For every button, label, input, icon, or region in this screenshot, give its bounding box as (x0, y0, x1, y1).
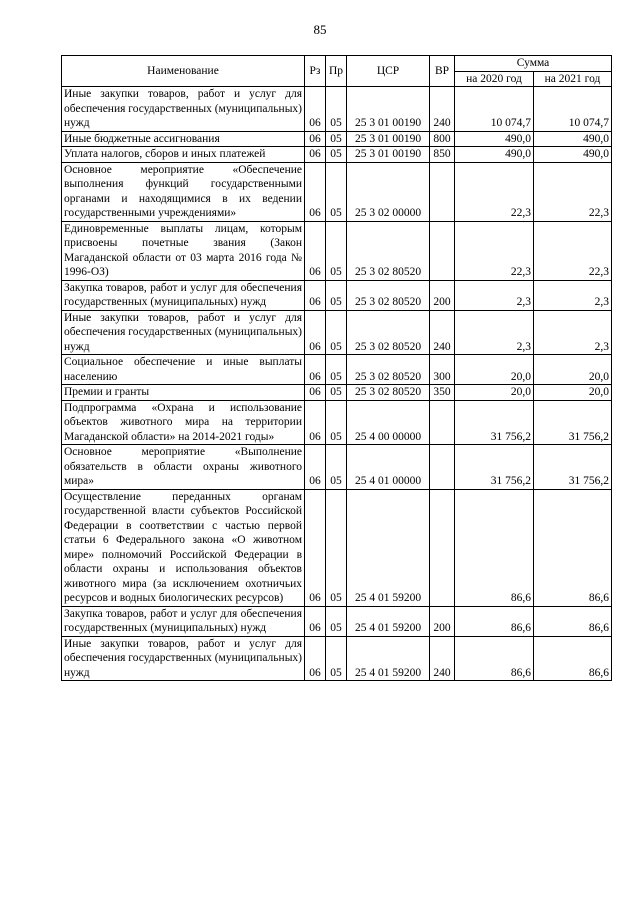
table-body (62, 87, 612, 681)
cell-sum-2021: 86,6 (534, 606, 612, 636)
table-row (62, 221, 612, 280)
header-pr: Пр (326, 56, 347, 87)
cell-name: Основное мероприятие «Выполнение обязательств в области охраны животного мира» (62, 445, 305, 490)
table-row (62, 400, 612, 445)
header-sum: Сумма (455, 56, 612, 72)
cell-sum-2020: 2,3 (455, 280, 534, 310)
cell-name: Иные закупки товаров, работ и услуг для обеспечения государственных (муниципальных) нужд (62, 87, 305, 132)
header-name: Наименование (62, 56, 305, 87)
cell-pr: 05 (326, 636, 347, 681)
table-row (62, 636, 612, 681)
cell-sum-2020: 490,0 (455, 131, 534, 147)
cell-sum-2020: 10 074,7 (455, 87, 534, 132)
cell-vr (430, 400, 455, 445)
cell-name: Закупка товаров, работ и услуг для обеспечения государственных (муниципальных) нужд (62, 606, 305, 636)
cell-sum-2021: 20,0 (534, 385, 612, 401)
table-row (62, 489, 612, 606)
table-row (62, 280, 612, 310)
cell-rz: 06 (305, 445, 326, 490)
table-row (62, 385, 612, 401)
page-number: 85 (313, 22, 327, 37)
header-vr: ВР (430, 56, 455, 87)
cell-sum-2021: 10 074,7 (534, 87, 612, 132)
cell-rz: 06 (305, 87, 326, 132)
cell-csr: 25 3 02 80520 (347, 310, 430, 355)
cell-name: Осуществление переданных органам государственной власти субъектов Российской Федерации в соответствии с частью первой статьи 6 Федерального закона «О животном мире» полномочий Российской Федерации в области охраны и использования объектов животного мира (за исключением охотничьих ресурсов и водных биологических ресурсов) (62, 489, 305, 606)
cell-sum-2020: 20,0 (455, 385, 534, 401)
cell-sum-2021: 20,0 (534, 355, 612, 385)
cell-csr: 25 4 01 59200 (347, 489, 430, 606)
cell-vr: 240 (430, 310, 455, 355)
cell-name: Основное мероприятие «Обеспечение выполнения функций государственными органами и находящимися в их ведении государственными учреждениями» (62, 162, 305, 221)
cell-vr (430, 162, 455, 221)
cell-name: Единовременные выплаты лицам, которым присвоены почетные звания (Закон Магаданской области от 03 марта 2016 года № 1996-ОЗ) (62, 221, 305, 280)
cell-rz: 06 (305, 221, 326, 280)
cell-rz: 06 (305, 162, 326, 221)
header-year-2020: на 2020 год (455, 71, 534, 87)
header-csr: ЦСР (347, 56, 430, 87)
cell-sum-2020: 20,0 (455, 355, 534, 385)
header-rz: Рз (305, 56, 326, 87)
cell-sum-2021: 490,0 (534, 131, 612, 147)
cell-sum-2020: 22,3 (455, 162, 534, 221)
cell-pr: 05 (326, 489, 347, 606)
cell-sum-2021: 31 756,2 (534, 400, 612, 445)
cell-csr: 25 4 01 00000 (347, 445, 430, 490)
cell-csr: 25 3 02 00000 (347, 162, 430, 221)
cell-vr: 800 (430, 131, 455, 147)
cell-pr: 05 (326, 147, 347, 163)
cell-csr: 25 3 01 00190 (347, 131, 430, 147)
cell-csr: 25 4 01 59200 (347, 606, 430, 636)
cell-name: Иные бюджетные ассигнования (62, 131, 305, 147)
cell-vr: 200 (430, 280, 455, 310)
table-row (62, 87, 612, 132)
cell-vr: 300 (430, 355, 455, 385)
header-row (62, 56, 612, 72)
cell-rz: 06 (305, 131, 326, 147)
cell-pr: 05 (326, 355, 347, 385)
cell-sum-2020: 2,3 (455, 310, 534, 355)
cell-sum-2021: 22,3 (534, 221, 612, 280)
cell-pr: 05 (326, 131, 347, 147)
cell-sum-2021: 22,3 (534, 162, 612, 221)
cell-csr: 25 3 02 80520 (347, 280, 430, 310)
cell-sum-2021: 2,3 (534, 280, 612, 310)
cell-rz: 06 (305, 385, 326, 401)
table-row (62, 310, 612, 355)
cell-csr: 25 3 01 00190 (347, 147, 430, 163)
table-row (62, 131, 612, 147)
cell-pr: 05 (326, 162, 347, 221)
cell-pr: 05 (326, 445, 347, 490)
cell-vr (430, 221, 455, 280)
cell-vr (430, 489, 455, 606)
cell-pr: 05 (326, 385, 347, 401)
cell-sum-2021: 86,6 (534, 636, 612, 681)
header-year-2021: на 2021 год (534, 71, 612, 87)
cell-pr: 05 (326, 606, 347, 636)
cell-sum-2021: 31 756,2 (534, 445, 612, 490)
cell-sum-2020: 490,0 (455, 147, 534, 163)
budget-table (61, 55, 612, 681)
cell-sum-2020: 31 756,2 (455, 400, 534, 445)
cell-vr: 850 (430, 147, 455, 163)
cell-rz: 06 (305, 489, 326, 606)
cell-sum-2021: 2,3 (534, 310, 612, 355)
cell-vr: 240 (430, 636, 455, 681)
cell-rz: 06 (305, 147, 326, 163)
table-row (62, 147, 612, 163)
table-row (62, 162, 612, 221)
cell-vr: 200 (430, 606, 455, 636)
cell-rz: 06 (305, 606, 326, 636)
cell-pr: 05 (326, 87, 347, 132)
table-row (62, 445, 612, 490)
cell-csr: 25 3 02 80520 (347, 385, 430, 401)
cell-sum-2020: 86,6 (455, 636, 534, 681)
cell-csr: 25 4 01 59200 (347, 636, 430, 681)
cell-name: Подпрограмма «Охрана и использование объектов животного мира на территории Магаданской области» на 2014-2021 годы» (62, 400, 305, 445)
cell-vr (430, 445, 455, 490)
cell-sum-2021: 490,0 (534, 147, 612, 163)
cell-rz: 06 (305, 400, 326, 445)
cell-sum-2021: 86,6 (534, 489, 612, 606)
table-row (62, 355, 612, 385)
cell-csr: 25 3 02 80520 (347, 355, 430, 385)
cell-pr: 05 (326, 280, 347, 310)
cell-rz: 06 (305, 310, 326, 355)
table-row (62, 606, 612, 636)
cell-pr: 05 (326, 221, 347, 280)
cell-csr: 25 3 01 00190 (347, 87, 430, 132)
cell-name: Уплата налогов, сборов и иных платежей (62, 147, 305, 163)
cell-csr: 25 4 00 00000 (347, 400, 430, 445)
cell-vr: 240 (430, 87, 455, 132)
cell-sum-2020: 22,3 (455, 221, 534, 280)
cell-pr: 05 (326, 310, 347, 355)
cell-vr: 350 (430, 385, 455, 401)
cell-name: Иные закупки товаров, работ и услуг для обеспечения государственных (муниципальных) нужд (62, 636, 305, 681)
cell-name: Социальное обеспечение и иные выплаты населению (62, 355, 305, 385)
cell-pr: 05 (326, 400, 347, 445)
cell-name: Иные закупки товаров, работ и услуг для обеспечения государственных (муниципальных) нужд (62, 310, 305, 355)
cell-rz: 06 (305, 355, 326, 385)
cell-sum-2020: 86,6 (455, 489, 534, 606)
cell-rz: 06 (305, 636, 326, 681)
cell-name: Закупка товаров, работ и услуг для обеспечения государственных (муниципальных) нужд (62, 280, 305, 310)
cell-csr: 25 3 02 80520 (347, 221, 430, 280)
cell-rz: 06 (305, 280, 326, 310)
cell-name: Премии и гранты (62, 385, 305, 401)
cell-sum-2020: 31 756,2 (455, 445, 534, 490)
cell-sum-2020: 86,6 (455, 606, 534, 636)
